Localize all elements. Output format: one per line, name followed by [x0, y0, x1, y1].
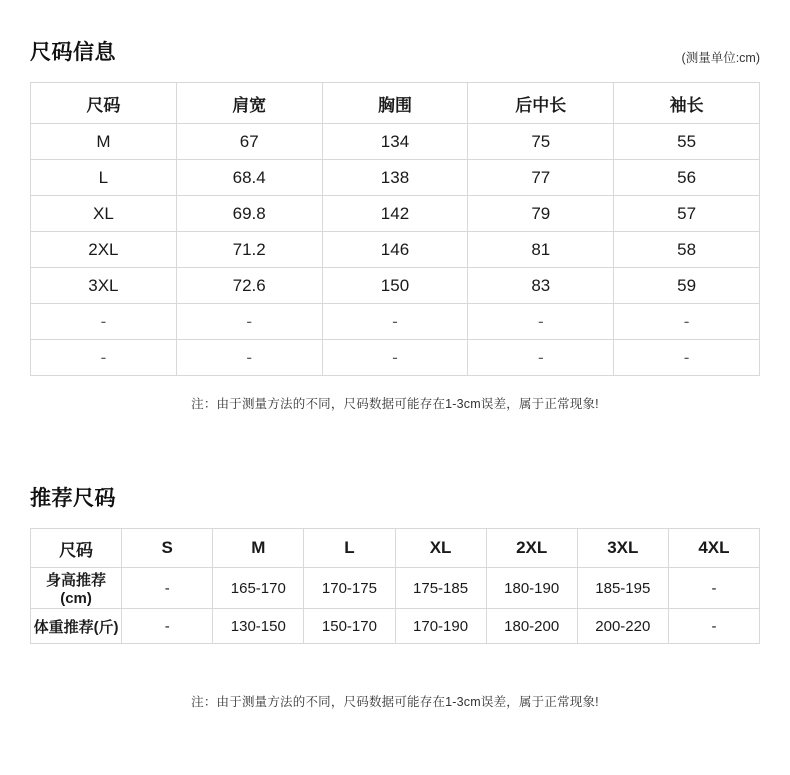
cell-size: XL [31, 196, 177, 232]
cell-shoulder: 72.6 [176, 268, 322, 304]
column-header-size: 尺码 [31, 83, 177, 124]
cell-size: - [31, 304, 177, 340]
recommended-size-section [30, 482, 760, 710]
recommended-size-table [30, 528, 760, 644]
cell-back-length: 83 [468, 268, 614, 304]
cell-sleeve: 58 [614, 232, 760, 268]
column-header-sleeve: 袖长 [614, 83, 760, 124]
cell-sleeve: 55 [614, 124, 760, 160]
table-row [31, 340, 760, 376]
section-title-recommended: 推荐尺码 [30, 487, 116, 510]
cell-back-length: - [468, 340, 614, 376]
measurement-unit-note: (测量单位:cm) [681, 51, 760, 65]
column-header-xl: XL [395, 529, 486, 568]
table-row [31, 268, 760, 304]
table-header-row [31, 529, 760, 568]
cell-shoulder: - [176, 340, 322, 376]
cell-shoulder: 68.4 [176, 160, 322, 196]
cell-bust: 146 [322, 232, 468, 268]
cell-size: L [31, 160, 177, 196]
table-header-row [31, 83, 760, 124]
cell-height-3xl: 185-195 [577, 568, 668, 609]
cell-bust: - [322, 304, 468, 340]
cell-bust: - [322, 340, 468, 376]
cell-shoulder: 71.2 [176, 232, 322, 268]
recommended-size-disclaimer: 注：由于测量方法的不同，尺码数据可能存在1-3cm误差，属于正常现象! [191, 695, 599, 709]
cell-height-4xl: - [668, 568, 759, 609]
column-header-s: S [122, 529, 213, 568]
cell-back-length: 79 [468, 196, 614, 232]
cell-weight-xl: 170-190 [395, 609, 486, 644]
cell-weight-4xl: - [668, 609, 759, 644]
cell-weight-l: 150-170 [304, 609, 395, 644]
table-row [31, 196, 760, 232]
cell-shoulder: 69.8 [176, 196, 322, 232]
table-row [31, 124, 760, 160]
column-header-l: L [304, 529, 395, 568]
cell-bust: 142 [322, 196, 468, 232]
recommended-size-header [30, 482, 760, 516]
cell-height-s: - [122, 568, 213, 609]
size-info-section [30, 36, 760, 412]
cell-weight-3xl: 200-220 [577, 609, 668, 644]
page-title: 尺码信息 [30, 41, 116, 64]
column-header-shoulder: 肩宽 [176, 83, 322, 124]
size-info-disclaimer: 注：由于测量方法的不同，尺码数据可能存在1-3cm误差，属于正常现象! [191, 397, 599, 411]
column-header-size: 尺码 [31, 529, 122, 568]
size-info-header [30, 36, 760, 70]
cell-back-length: 77 [468, 160, 614, 196]
cell-shoulder: 67 [176, 124, 322, 160]
cell-shoulder: - [176, 304, 322, 340]
cell-height-xl: 175-185 [395, 568, 486, 609]
cell-bust: 150 [322, 268, 468, 304]
row-header-weight: 体重推荐(斤) [31, 609, 122, 644]
column-header-4xl: 4XL [668, 529, 759, 568]
cell-sleeve: 56 [614, 160, 760, 196]
table-row [31, 304, 760, 340]
cell-sleeve: 57 [614, 196, 760, 232]
column-header-bust: 胸围 [322, 83, 468, 124]
table-row [31, 609, 760, 644]
cell-weight-s: - [122, 609, 213, 644]
column-header-m: M [213, 529, 304, 568]
cell-sleeve: - [614, 304, 760, 340]
cell-size: 3XL [31, 268, 177, 304]
row-header-height: 身高推荐(cm) [31, 568, 122, 609]
cell-height-l: 170-175 [304, 568, 395, 609]
cell-sleeve: - [614, 340, 760, 376]
column-header-back-length: 后中长 [468, 83, 614, 124]
cell-size: 2XL [31, 232, 177, 268]
cell-weight-m: 130-150 [213, 609, 304, 644]
table-row [31, 232, 760, 268]
cell-sleeve: 59 [614, 268, 760, 304]
table-row [31, 568, 760, 609]
cell-weight-2xl: 180-200 [486, 609, 577, 644]
cell-back-length: 81 [468, 232, 614, 268]
cell-bust: 134 [322, 124, 468, 160]
cell-back-length: - [468, 304, 614, 340]
column-header-3xl: 3XL [577, 529, 668, 568]
table-row [31, 160, 760, 196]
size-info-table [30, 82, 760, 376]
cell-bust: 138 [322, 160, 468, 196]
column-header-2xl: 2XL [486, 529, 577, 568]
cell-back-length: 75 [468, 124, 614, 160]
cell-size: M [31, 124, 177, 160]
cell-size: - [31, 340, 177, 376]
cell-height-2xl: 180-190 [486, 568, 577, 609]
cell-height-m: 165-170 [213, 568, 304, 609]
